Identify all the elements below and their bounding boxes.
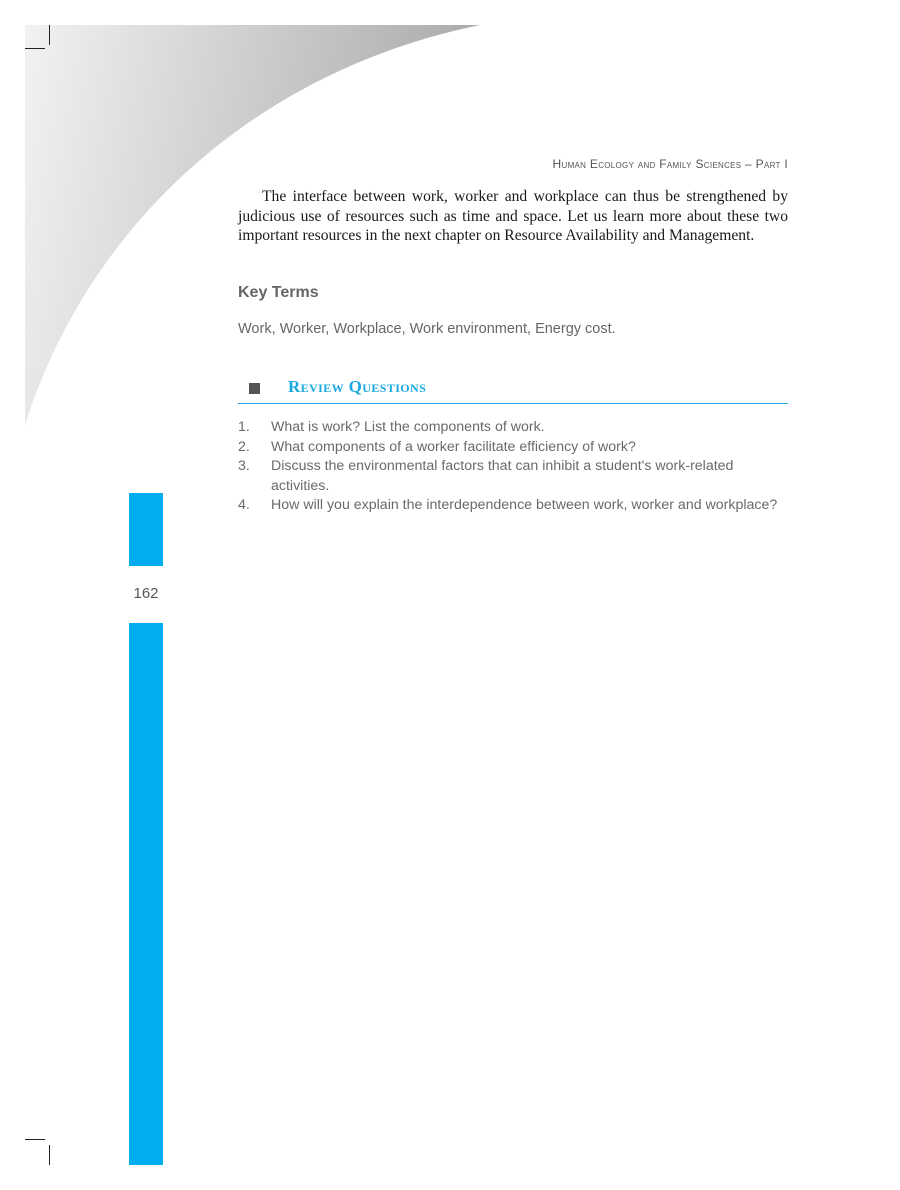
key-terms-heading: Key Terms: [238, 284, 319, 301]
crop-mark-bottom-left-vertical: [49, 1145, 50, 1165]
question-text: How will you explain the interdependence between work, worker and workplace?: [271, 497, 778, 514]
question-number: 3.: [238, 458, 250, 475]
question-number: 4.: [238, 497, 250, 514]
side-accent-bar-top: [129, 493, 163, 566]
review-questions-list: [238, 418, 788, 516]
question-number: 1.: [238, 419, 250, 435]
question-item: [238, 418, 788, 438]
crop-mark-top-left-horizontal: [25, 48, 45, 49]
intro-paragraph: The interface between work, worker and workplace can thus be strengthened by judicious use of resources such as time and space. Let us learn more about these two important resources in the next chapter on Resource Availability and Management.: [238, 188, 788, 245]
question-number: 2.: [238, 438, 250, 455]
square-bullet-icon: [249, 383, 260, 394]
crop-mark-top-left-vertical: [49, 25, 50, 45]
review-questions-title: Review Questions: [288, 377, 427, 396]
key-terms-list: Work, Worker, Workplace, Work environment, Energy cost.: [238, 321, 616, 337]
question-text: Discuss the environmental factors that can inhibit a student's work-related activities.: [271, 458, 734, 494]
crop-mark-bottom-left-horizontal: [25, 1139, 45, 1140]
question-item: [238, 438, 788, 458]
side-accent-bar-bottom: [129, 623, 163, 1165]
running-header: Human Ecology and Family Sciences – Part I: [552, 157, 788, 171]
review-questions-header: [238, 377, 788, 404]
page-number: 162: [133, 585, 159, 602]
question-text: What is work? List the components of work.: [271, 419, 545, 435]
question-item: [238, 496, 788, 516]
question-item: [238, 457, 788, 496]
question-text: What components of a worker facilitate efficiency of work?: [271, 438, 636, 455]
